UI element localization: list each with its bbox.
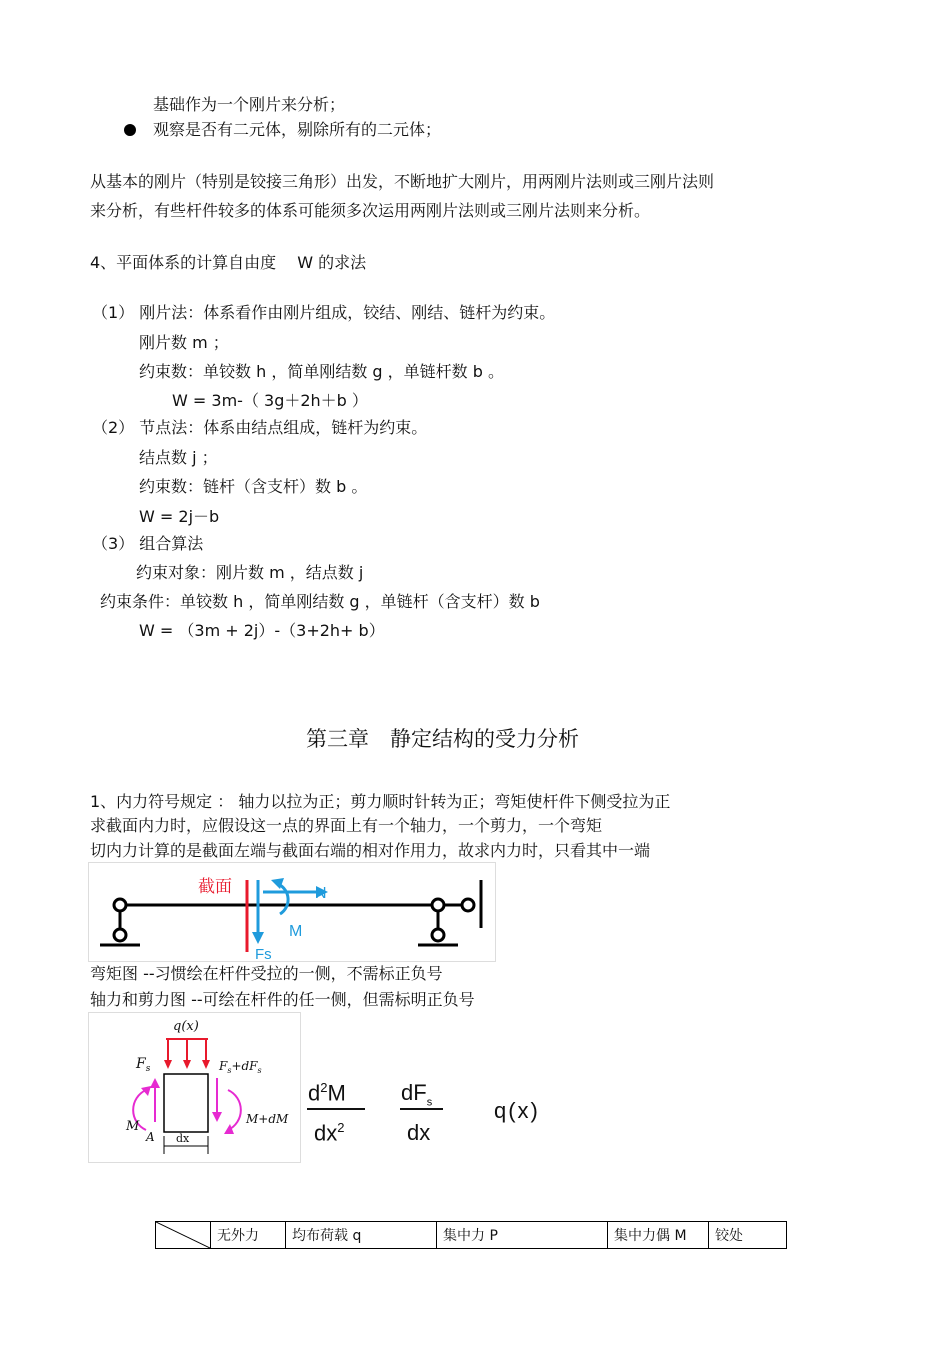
formula-line: W = 2j－b xyxy=(139,507,220,526)
chapter-title: 第三章 静定结构的受力分析 xyxy=(306,727,579,751)
fraction2-numerator: $dF_s$ xyxy=(401,1080,433,1109)
header-cell: 集中力偶 M xyxy=(608,1222,709,1249)
point-a-label: A xyxy=(146,1130,155,1144)
bullet-icon xyxy=(124,124,136,136)
text-line: （1） 刚片法：体系看作由刚片组成，铰结、刚结、链杆为约束。 xyxy=(92,303,556,322)
moment-right-label: M+dM xyxy=(246,1112,289,1126)
text-line: 切内力计算的是截面左端与截面右端的相对作用力，故求内力时，只看其中一端 xyxy=(90,841,651,860)
load-properties-table xyxy=(155,1221,787,1249)
text-line: 4、平面体系的计算自由度 W 的求法 xyxy=(90,253,367,272)
fraction1-bar xyxy=(307,1108,365,1110)
text-line: 从基本的刚片（特别是铰接三角形）出发，不断地扩大刚片，用两刚片法则或三刚片法则 xyxy=(90,172,715,191)
text-line: （2） 节点法：体系由结点组成，链杆为约束。 xyxy=(92,418,428,437)
shear-label: Fs xyxy=(255,946,272,962)
text-line: 约束对象：刚片数 m ，结点数 j xyxy=(136,563,364,582)
moment-left-label: M xyxy=(126,1119,140,1134)
shear-left-label: $F_s$ xyxy=(136,1056,151,1074)
header-cell: 铰处 xyxy=(709,1222,787,1249)
text-line: 结点数 j ； xyxy=(139,448,218,467)
beam-section-figure xyxy=(88,862,496,962)
text-line: 来分析，有些杆件较多的体系可能须多次运用两刚片法则或三刚片法则来分析。 xyxy=(90,201,651,220)
header-cell: 无外力 xyxy=(211,1222,286,1249)
text-line: 求截面内力时，应假设这一点的界面上有一个轴力，一个剪力，一个弯矩 xyxy=(90,816,603,835)
text-line: 约束数：单铰数 h ，简单刚结数 g ，单链杆数 b 。 xyxy=(139,362,504,381)
fraction1-numerator: $d^2M$ xyxy=(308,1080,346,1106)
dx-label: dx xyxy=(176,1132,190,1145)
axial-label: N xyxy=(315,885,327,902)
element-box xyxy=(164,1074,208,1132)
text-line: 弯矩图 --习惯绘在杆件受拉的一侧，不需标正负号 xyxy=(90,964,443,983)
text-line: 刚片数 m ； xyxy=(139,333,229,352)
fraction2-bar xyxy=(400,1108,443,1110)
section-label: 截面 xyxy=(198,877,232,897)
diagonal-header-cell xyxy=(156,1222,211,1249)
text-line: 约束条件：单铰数 h ，简单刚结数 g ，单链杆（含支杆）数 b xyxy=(100,592,540,611)
header-cell: 集中力 P xyxy=(437,1222,608,1249)
fraction1-denominator: $dx^2$ xyxy=(314,1120,345,1146)
moment-label: M xyxy=(289,923,303,940)
fraction2-denominator: dx xyxy=(407,1120,431,1145)
formula-line: W = 3m-（ 3g＋2h＋b ） xyxy=(172,391,368,410)
shear-right-label: $F_s+dF_s$ xyxy=(219,1059,262,1075)
formula-rhs: q(x) xyxy=(494,1098,540,1123)
text-line: 轴力和剪力图 --可绘在杆件的任一侧，但需标明正负号 xyxy=(90,990,475,1009)
table-header-row xyxy=(156,1222,787,1249)
header-cell: 均布荷载 q xyxy=(286,1222,437,1249)
text-line: 基础作为一个刚片来分析； xyxy=(153,95,346,114)
differential-element-figure xyxy=(88,1012,301,1163)
formula-line: W = （3m + 2j）-（3+2h+ b） xyxy=(139,621,385,640)
load-label: q(x) xyxy=(173,1019,199,1034)
text-line: 观察是否有二元体，剔除所有的二元体； xyxy=(153,120,442,139)
text-line: 约束数：链杆（含支杆）数 b 。 xyxy=(139,477,368,496)
text-line: 1、内力符号规定 ： 轴力以拉为正；剪力顺时针转为正；弯矩使杆件下侧受拉为正 xyxy=(90,792,671,811)
text-line: （3） 组合算法 xyxy=(92,534,204,553)
